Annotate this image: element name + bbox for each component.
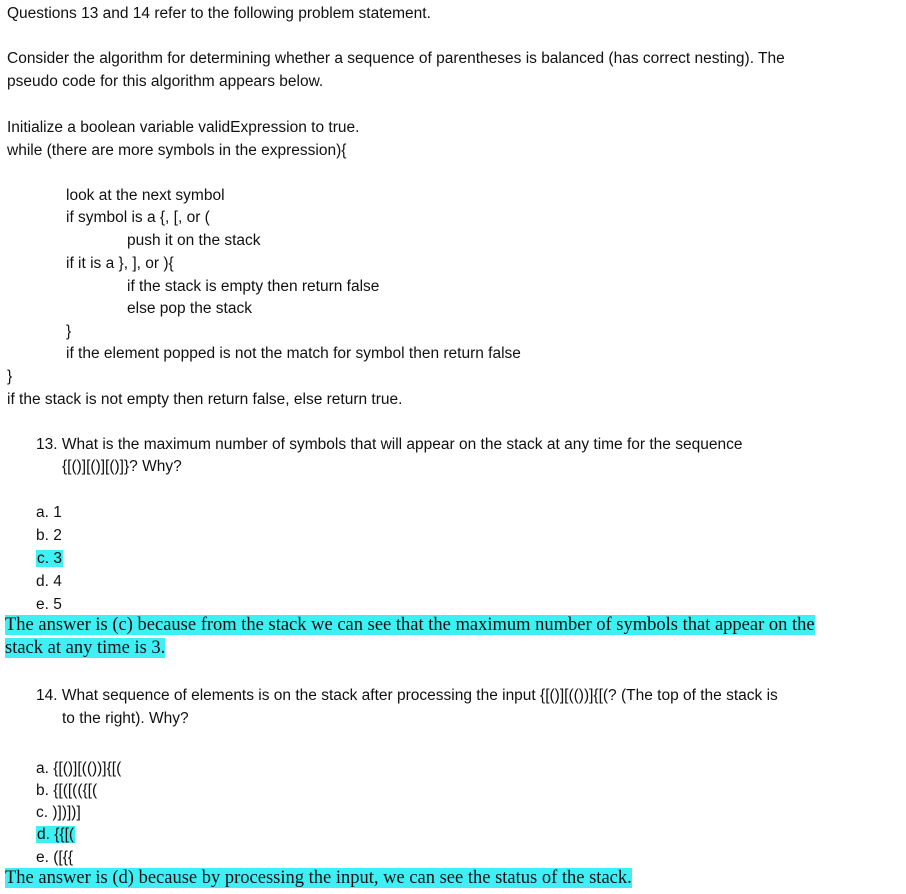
intro-heading: Questions 13 and 14 refer to the following problem statement. [7, 5, 431, 22]
pseudocode-final: if the stack is not empty then return false, else return true. [7, 391, 403, 408]
problem-statement-line-1: Consider the algorithm for determining whether a sequence of parentheses is balanced (has correct nesting). The [7, 50, 785, 67]
problem-statement-line-2: pseudo code for this algorithm appears below. [7, 73, 324, 90]
q14-selected-highlight: d. {{[( [37, 826, 75, 843]
q13-question-line-2: {[()][()][()]}? Why? [62, 458, 182, 475]
q13-option-e: e. 5 [36, 596, 62, 613]
pseudocode-inner-close: } [66, 323, 72, 340]
q13-answer: The answer is (c) because from the stack we can see that the maximum number of symbols that appear on the stack at any time is 3. [5, 615, 815, 658]
q14-answer: The answer is (d) because by processing the input, we can see the status of the stack. [5, 868, 632, 888]
pseudocode-if-open: if symbol is a {, [, or ( [66, 209, 210, 226]
pseudocode-if-empty: if the stack is empty then return false [127, 278, 380, 295]
q14-option-b: b. {[([(({[( [36, 782, 98, 799]
pseudocode-if-mismatch: if the element popped is not the match for symbol then return false [66, 345, 521, 362]
q13-option-c [36, 549, 63, 569]
q14-option-d [36, 825, 75, 845]
pseudocode-if-close: if it is a }, ], or ){ [66, 255, 174, 272]
q13-question-line-1: 13. What is the maximum number of symbols that will appear on the stack at any time for the sequence [36, 436, 743, 453]
q14-question-line-2: to the right). Why? [62, 710, 189, 727]
pseudocode-look: look at the next symbol [66, 187, 225, 204]
q13-selected-highlight: c. 3 [37, 550, 62, 567]
pseudocode-while: while (there are more symbols in the expression){ [7, 142, 347, 159]
q14-option-a: a. {[()][(())]{[( [36, 760, 122, 777]
q14-question-line-1: 14. What sequence of elements is on the stack after processing the input {[()][(())]{[(? (The top of the stack is [36, 687, 778, 704]
pseudocode-else-pop: else pop the stack [127, 300, 252, 317]
q13-option-b: b. 2 [36, 527, 62, 544]
q14-option-c: c. )])])] [36, 804, 81, 821]
pseudocode-outer-close: } [7, 368, 13, 385]
q14-option-e: e. ([{{ [36, 849, 74, 866]
q13-option-a: a. 1 [36, 504, 62, 521]
q13-option-d: d. 4 [36, 573, 62, 590]
pseudocode-init: Initialize a boolean variable validExpression to true. [7, 119, 360, 136]
pseudocode-push: push it on the stack [127, 232, 261, 249]
